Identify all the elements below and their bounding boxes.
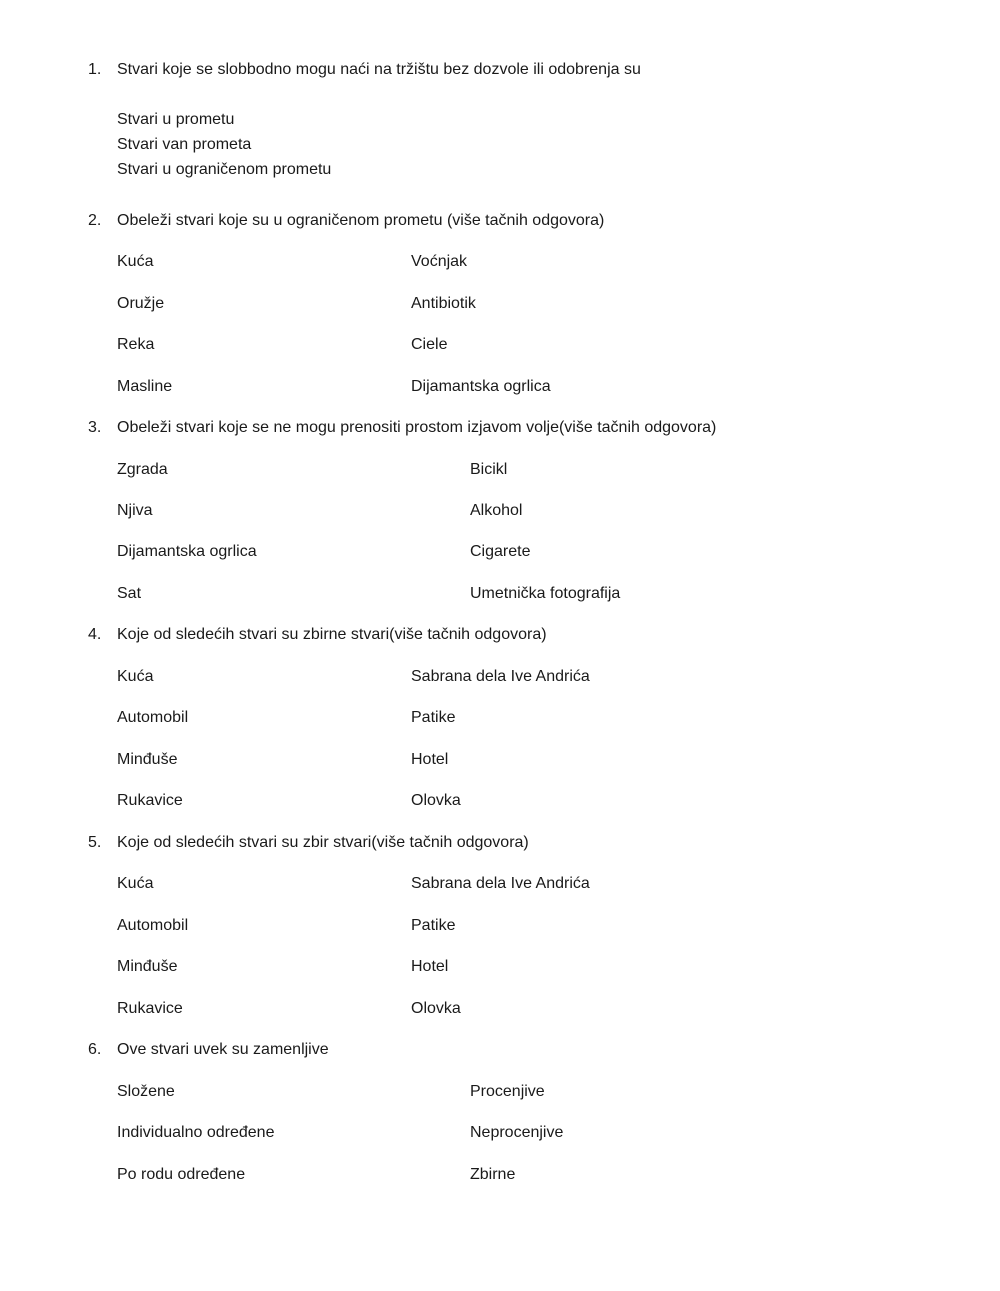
question-4 <box>88 624 547 646</box>
answer-option[interactable]: Sabrana dela Ive Andrića <box>411 875 590 892</box>
answer-option[interactable]: Sat <box>117 585 142 602</box>
answer-option[interactable]: Reka <box>117 336 155 353</box>
question-6 <box>88 1039 329 1061</box>
answer-option[interactable]: Automobil <box>117 917 189 934</box>
answer-option[interactable]: Zbirne <box>470 1166 516 1183</box>
question-number: 6. <box>88 1041 102 1058</box>
question-text: Ove stvari uvek su zamenljive <box>117 1041 329 1058</box>
question-text: Obeleži stvari koje se ne mogu prenositi prostom izjavom volje(više tačnih odgovora) <box>117 419 717 436</box>
question-number: 3. <box>88 419 102 436</box>
answer-option[interactable]: Stvari van prometa <box>117 136 252 153</box>
question-5 <box>88 832 529 854</box>
answer-option[interactable]: Olovka <box>411 792 461 809</box>
answer-option[interactable]: Masline <box>117 378 173 395</box>
answer-option[interactable]: Alkohol <box>470 502 523 519</box>
question-text: Koje od sledećih stvari su zbirne stvari(više tačnih odgovora) <box>117 626 547 643</box>
answer-option[interactable]: Rukavice <box>117 792 183 809</box>
answer-option[interactable]: Patike <box>411 709 456 726</box>
question-number: 5. <box>88 834 102 851</box>
answer-option[interactable]: Antibiotik <box>411 295 476 312</box>
answer-option[interactable]: Olovka <box>411 1000 461 1017</box>
answer-option[interactable]: Kuća <box>117 668 154 685</box>
answer-option[interactable]: Stvari u prometu <box>117 111 235 128</box>
answer-option[interactable]: Hotel <box>411 958 449 975</box>
answer-option[interactable]: Dijamantska ogrlica <box>117 543 257 560</box>
answer-option[interactable]: Sabrana dela Ive Andrića <box>411 668 590 685</box>
answer-option[interactable]: Individualno određene <box>117 1124 275 1141</box>
answer-option[interactable]: Umetnička fotografija <box>470 585 621 602</box>
answer-option[interactable]: Njiva <box>117 502 153 519</box>
answer-option[interactable]: Stvari u ograničenom prometu <box>117 161 332 178</box>
question-number: 4. <box>88 626 102 643</box>
answer-option[interactable]: Rukavice <box>117 1000 183 1017</box>
question-text: Obeleži stvari koje su u ograničenom prometu (više tačnih odgovora) <box>117 212 605 229</box>
answer-option[interactable]: Oružje <box>117 295 165 312</box>
answer-option[interactable]: Kuća <box>117 253 154 270</box>
answer-option[interactable]: Kuća <box>117 875 154 892</box>
answer-option[interactable]: Dijamantska ogrlica <box>411 378 551 395</box>
answer-option[interactable]: Ciele <box>411 336 448 353</box>
answer-option[interactable]: Bicikl <box>470 461 508 478</box>
answer-option[interactable]: Hotel <box>411 751 449 768</box>
answer-option[interactable]: Složene <box>117 1083 175 1100</box>
question-2 <box>88 210 604 232</box>
answer-option[interactable]: Patike <box>411 917 456 934</box>
answer-option[interactable]: Po rodu određene <box>117 1166 246 1183</box>
question-number: 2. <box>88 212 102 229</box>
question-number: 1. <box>88 61 102 78</box>
answer-option[interactable]: Minđuše <box>117 751 178 768</box>
answer-option[interactable]: Zgrada <box>117 461 168 478</box>
question-text: Koje od sledećih stvari su zbir stvari(više tačnih odgovora) <box>117 834 529 851</box>
answer-option[interactable]: Procenjive <box>470 1083 545 1100</box>
question-3 <box>88 417 716 439</box>
answer-option[interactable]: Cigarete <box>470 543 531 560</box>
answer-option[interactable]: Automobil <box>117 709 189 726</box>
answer-option[interactable]: Voćnjak <box>411 253 468 270</box>
answer-option[interactable]: Neprocenjive <box>470 1124 564 1141</box>
question-text: Stvari koje se slobbodno mogu naći na tržištu bez dozvole ili odobrenja su <box>117 61 641 78</box>
question-1 <box>88 59 641 81</box>
answer-option[interactable]: Minđuše <box>117 958 178 975</box>
